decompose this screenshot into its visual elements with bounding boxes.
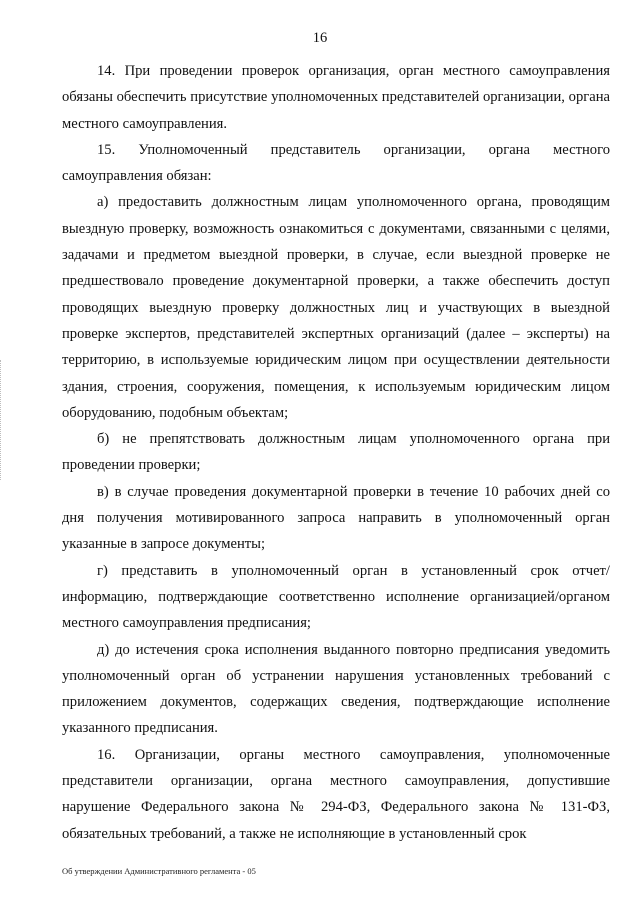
paragraph-14: 14. При проведении проверок организация, орган местного самоуправления обязаны обеспечить присутствие уполномоченных представителей организации, органа местного самоуправления. bbox=[62, 63, 610, 132]
paragraph-15: 15. Уполномоченный представитель организации, органа местного самоуправления обязан: bbox=[62, 141, 610, 185]
document-footer: Об утверждении Административного регламента - 05 bbox=[62, 866, 256, 876]
paragraph-16: 16. Организации, органы местного самоуправления, уполномоченные представители организации, органа местного самоуправления, допустившие нарушение Федерального закона № 294-ФЗ, Федерального закона № 131-ФЗ, обязательных требований, а также не исполняющие в установленный срок bbox=[62, 746, 610, 842]
paragraph-15-a: а) предоставить должностным лицам уполномоченного органа, проводящим выездную проверку, возможность ознакомиться с документами, связанными с целями, задачами и предметом выездной проверки, в случае, если выездной проверке не предшествовало проведение документарной проверки, а также обеспечить доступ проводящих выездную проверку должностных лиц и участвующих в выездной проверке экспертов, представителей экспертных организаций (далее – эксперты) на территорию, в используемые юридическим лицом при осуществлении деятельности здания, строения, сооружения, помещения, к используемым юридическим лицом оборудованию, подобным объектам; bbox=[62, 194, 610, 421]
scan-edge-mark bbox=[0, 360, 4, 480]
paragraph-15-d: д) до истечения срока исполнения выданного повторно предписания уведомить уполномоченный орган об устранении нарушения установленных требований с приложением документов, содержащих сведения, подтверждающие исполнение указанного предписания. bbox=[62, 641, 610, 737]
paragraph-15-v: в) в случае проведения документарной проверки в течение 10 рабочих дней со дня получения мотивированного запроса направить в уполномоченный орган указанные в запросе документы; bbox=[62, 483, 610, 553]
page-number: 16 bbox=[312, 30, 328, 46]
document-body bbox=[62, 58, 610, 847]
paragraph-15-g: г) представить в уполномоченный орган в установленный срок отчет/информацию, подтверждающие соответственно исполнение организацией/органом местного самоуправления предписания; bbox=[62, 562, 610, 632]
paragraph-15-b: б) не препятствовать должностным лицам уполномоченного органа при проведении проверки; bbox=[62, 431, 610, 474]
